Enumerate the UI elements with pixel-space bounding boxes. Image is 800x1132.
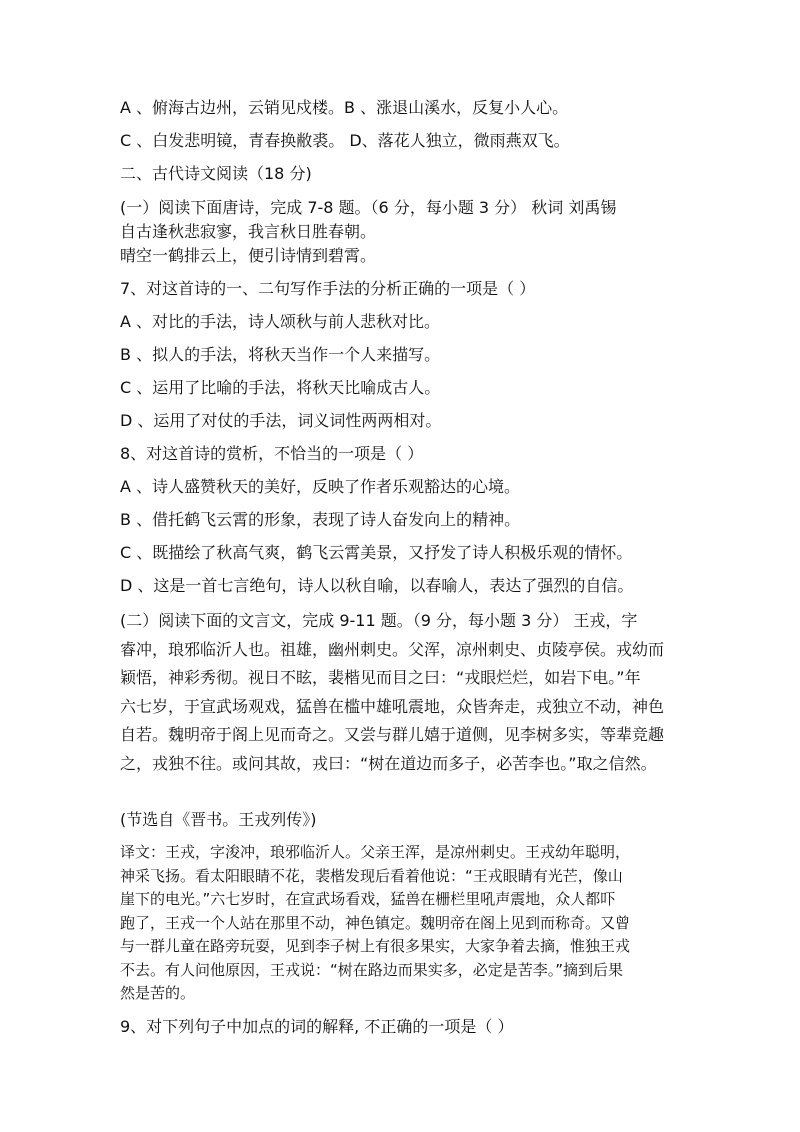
translation-line-6: 不去。有人问他原因，王戎说：“树在路边而果实多，必定是苦李。”摘到后果	[120, 960, 624, 979]
translation-line-5: 与一群儿童在路旁玩耍，见到李子树上有很多果实，大家争着去摘，惟独王戎	[120, 937, 631, 955]
poem-line-1: 自古逢秋悲寂寥，我言秋日胜春朝。	[120, 222, 377, 241]
translation-line-2: 神采飞扬。看太阳眼睛不花，裴楷发现后看着他说：“王戎眼睛有光芒，像山	[120, 866, 623, 885]
classical-line-3: 颖悟，神彩秀彻。视日不眩，裴楷见而目之曰：“戎眼烂烂，如岩下电。”年	[120, 668, 641, 687]
classical-line-4: 六七岁，于宣武场观戏，猛兽在槛中雄吼震地，众皆奔走，戎独立不动，神色	[120, 696, 665, 716]
translation-line-3: 崖下的电光。”六七岁时，在宣武场看戏，猛兽在栅栏里吼声震地，众人都吓	[120, 890, 616, 908]
classical-passage	[120, 607, 680, 778]
option-line-cd-q6: C 、白发悲明镜，青春换敝裘。 D、落花人独立，微雨燕双飞。	[120, 131, 570, 150]
poem-instruction: (一）阅读下面唐诗，完成 7-8 题。（6 分，每小题 3 分） 秋词 刘禹锡	[120, 198, 617, 217]
option-line-ab-q6: A 、俯海古边州，云销见戍楼。B 、涨退山溪水，反复小人心。	[120, 98, 569, 117]
q7-option-b: B 、拟人的手法，将秋天当作一个人来描写。	[120, 345, 441, 364]
translation-line-4: 跑了，王戎一个人站在那里不动，神色镇定。魏明帝在阁上见到而称奇。又曾	[120, 913, 631, 932]
q8-option-b: B 、借托鹤飞云霄的形象，表现了诗人奋发向上的精神。	[120, 510, 521, 529]
passage-source: (节选自《晋书。王戎列传》)	[120, 810, 317, 829]
q8-option-d: D 、这是一首七言绝句，诗人以秋自喻，以春喻人，表达了强烈的自信。	[120, 576, 634, 595]
question-7: 7、对这首诗的一、二句写作手法的分析正确的一项是（ ）	[120, 279, 536, 298]
translation-block	[120, 841, 680, 1006]
poem-line-2: 晴空一鹤排云上，便引诗情到碧霄。	[120, 246, 377, 265]
question-8: 8、对这首诗的赏析，不恰当的一项是（ ）	[120, 444, 424, 463]
classical-line-1: (二）阅读下面的文言文，完成 9-11 题。（9 分，每小题 3 分） 王戎，字	[120, 611, 638, 630]
document-page	[120, 96, 680, 1039]
section-heading-ancient-poetry: 二、古代诗文阅读（18 分)	[120, 164, 312, 183]
classical-line-6: 之，戎独不往。或问其故，戎曰：“树在道边而多子，必苦李也。”取之信然。	[120, 753, 657, 773]
translation-line-1: 译文：王戎，字浚冲，琅邪临沂人。父亲王浑，是凉州刺史。王戎幼年聪明，	[120, 843, 631, 861]
q8-option-c: C 、既描绘了秋高气爽，鹤飞云霄美景，又抒发了诗人积极乐观的情怀。	[120, 543, 633, 562]
translation-line-7: 然是苦的。	[120, 984, 196, 1002]
q7-option-a: A 、对比的手法，诗人颂秋与前人悲秋对比。	[120, 312, 441, 331]
q7-option-c: C 、运用了比喻的手法，将秋天比喻成古人。	[120, 378, 441, 397]
classical-line-2: 睿冲，琅邪临沂人也。祖雄，幽州刺史。父浑，凉州刺史、贞陵亭侯。戎幼而	[120, 639, 665, 659]
q7-option-d: D 、运用了对仗的手法，词义词性两两相对。	[120, 411, 442, 430]
question-9: 9、对下列句子中加点的词的解释, 不正确的一项是（ ）	[120, 1016, 514, 1036]
classical-line-5: 自若。魏明帝于阁上见而奇之。又尝与群儿嬉于道侧，见李树多实，等辈竞趣	[120, 725, 665, 744]
q8-option-a: A 、诗人盛赞秋天的美好，反映了作者乐观豁达的心境。	[120, 477, 521, 496]
